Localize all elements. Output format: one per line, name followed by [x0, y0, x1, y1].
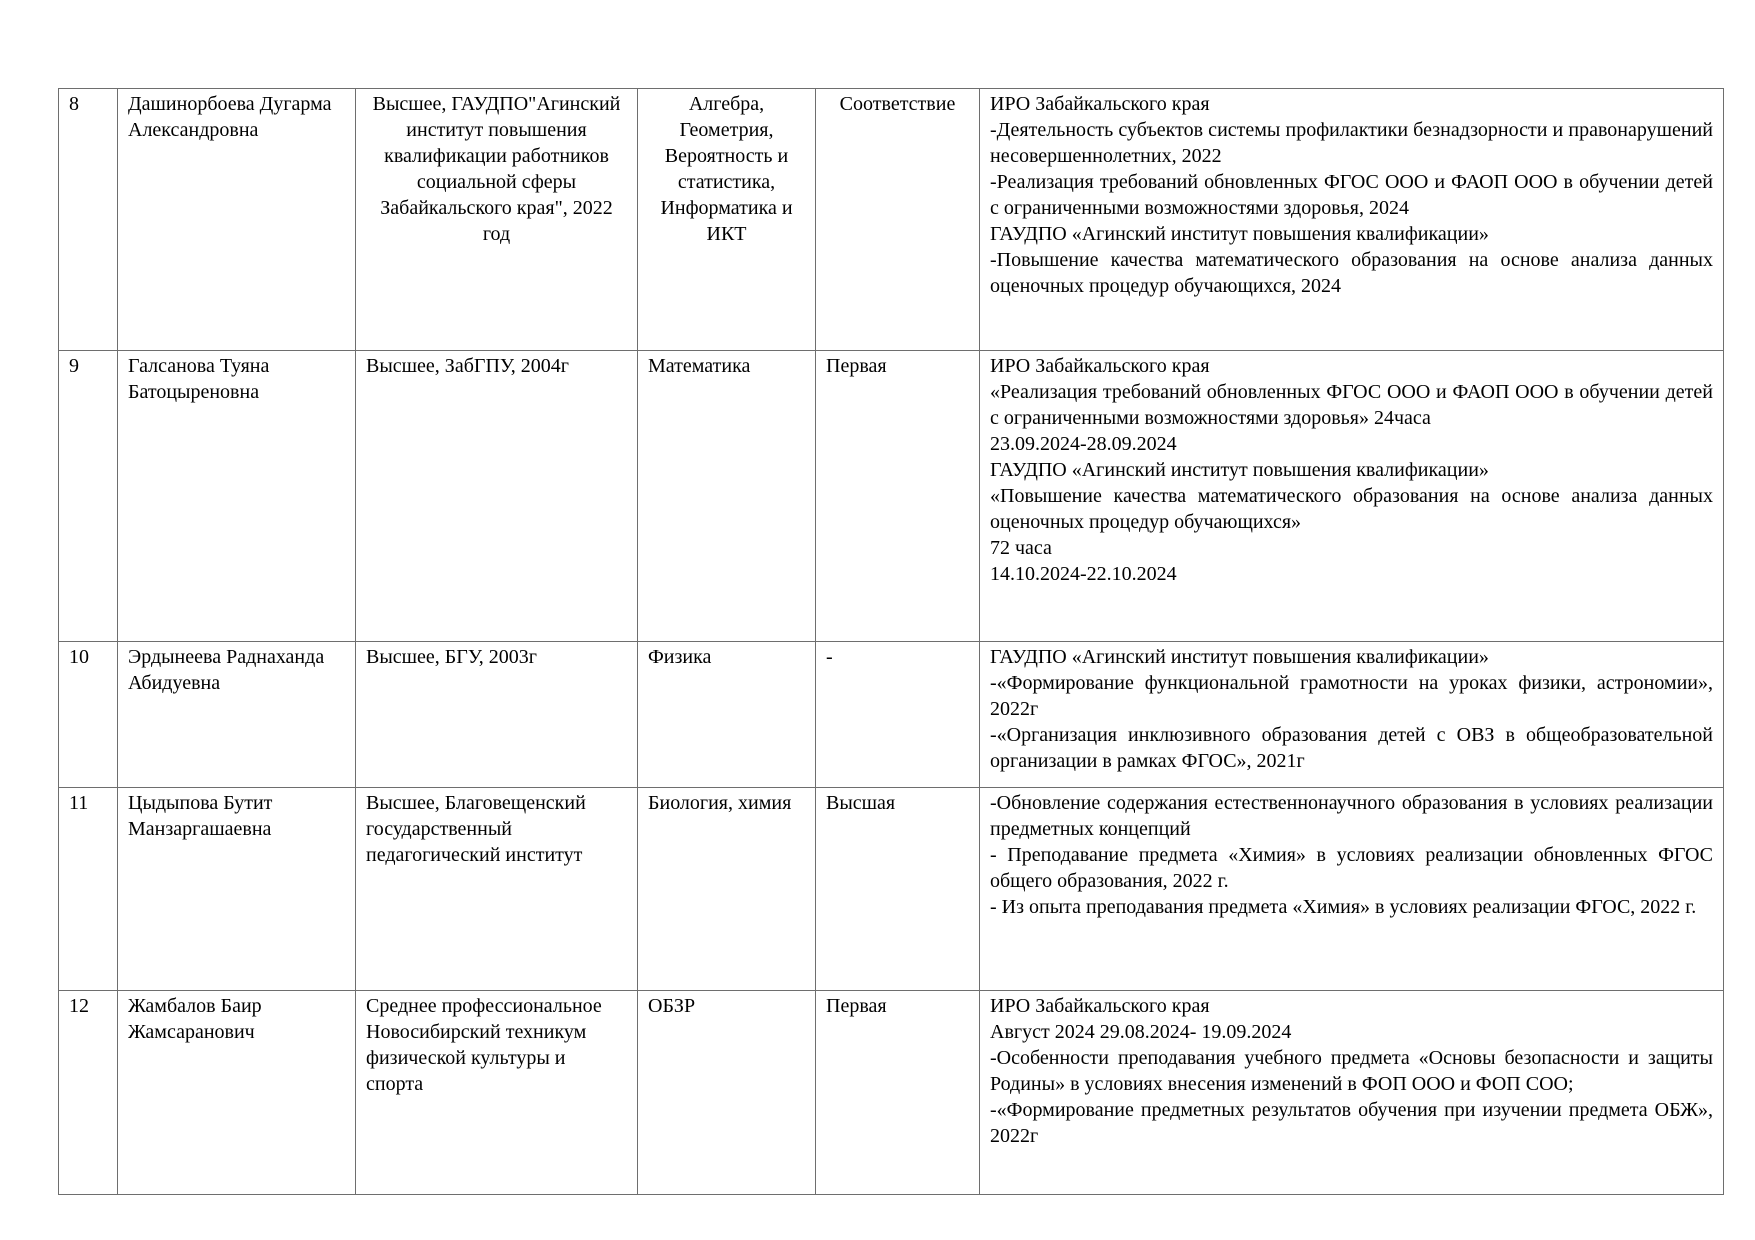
- course-line: -Особенности преподавания учебного предмета «Основы безопасности и защиты Родины» в условиях внесения изменений в ФОП ООО и ФОП СОО;: [990, 1047, 1713, 1095]
- course-line: -Обновление содержания естественнонаучного образования в условиях реализации предметных концепций: [990, 792, 1713, 840]
- category-cell: Соответствие: [816, 89, 980, 351]
- course-line: 72 часа: [990, 537, 1052, 559]
- course-line: -«Формирование функциональной грамотности на уроках физики, астрономии», 2022г: [990, 672, 1713, 720]
- row-number: 8: [59, 89, 118, 351]
- row-number: 11: [59, 788, 118, 991]
- education-cell: Высшее, БГУ, 2003г: [356, 642, 638, 788]
- course-line: - Из опыта преподавания предмета «Химия» в условиях реализации ФГОС, 2022 г.: [990, 896, 1697, 918]
- course-line: ГАУДПО «Агинский институт повышения квалификации»: [990, 223, 1489, 245]
- table-row: [59, 788, 1724, 991]
- table-row: [59, 642, 1724, 788]
- course-line: -Деятельность субъектов системы профилактики безнадзорности и правонарушений несовершеннолетних, 2022: [990, 119, 1713, 167]
- teacher-name: Цыдыпова Бутит Манзаргашаевна: [118, 788, 356, 991]
- table-row: [59, 89, 1724, 351]
- category-cell: Первая: [816, 991, 980, 1195]
- course-line: ИРО Забайкальского края: [990, 93, 1210, 115]
- course-line: ГАУДПО «Агинский институт повышения квалификации»: [990, 459, 1489, 481]
- subjects-cell: Физика: [638, 642, 816, 788]
- category-cell: Первая: [816, 351, 980, 642]
- table-row: [59, 351, 1724, 642]
- course-line: -Повышение качества математического образования на основе анализа данных оценочных процедур обучающихся, 2024: [990, 249, 1713, 297]
- teacher-name: Галсанова Туяна Батоцыреновна: [118, 351, 356, 642]
- teacher-name: Эрдынеева Раднаханда Абидуевна: [118, 642, 356, 788]
- course-line: 14.10.2024-22.10.2024: [990, 563, 1177, 585]
- course-line: «Повышение качества математического образования на основе анализа данных оценочных процедур обучающихся»: [990, 485, 1713, 533]
- course-line: ГАУДПО «Агинский институт повышения квалификации»: [990, 646, 1489, 668]
- course-line: -«Организация инклюзивного образования детей с ОВЗ в общеобразовательной организации в рамках ФГОС», 2021г: [990, 724, 1713, 772]
- subjects-cell: ОБЗР: [638, 991, 816, 1195]
- row-number: 10: [59, 642, 118, 788]
- teacher-name: Дашинорбоева Дугарма Александровна: [118, 89, 356, 351]
- education-cell: Высшее, ЗабГПУ, 2004г: [356, 351, 638, 642]
- course-line: 23.09.2024-28.09.2024: [990, 433, 1177, 455]
- course-line: ИРО Забайкальского края: [990, 995, 1210, 1017]
- course-line: «Реализация требований обновленных ФГОС ООО и ФАОП ООО в обучении детей с ограниченными возможностями здоровья» 24часа: [990, 381, 1713, 429]
- subjects-cell: Биология, химия: [638, 788, 816, 991]
- education-cell: Среднее профессиональное Новосибирский техникум физической культуры и спорта: [356, 991, 638, 1195]
- subjects-cell: Математика: [638, 351, 816, 642]
- category-cell: -: [816, 642, 980, 788]
- courses-cell: [980, 642, 1724, 788]
- courses-cell: [980, 788, 1724, 991]
- teacher-name: Жамбалов Баир Жамсаранович: [118, 991, 356, 1195]
- staff-table: [58, 88, 1724, 1195]
- education-cell: Высшее, ГАУДПО"Агинский институт повышения квалификации работников социальной сферы Забайкальского края", 2022 год: [356, 89, 638, 351]
- row-number: 9: [59, 351, 118, 642]
- course-line: ИРО Забайкальского края: [990, 355, 1210, 377]
- table-row: [59, 991, 1724, 1195]
- subjects-cell: Алгебра, Геометрия, Вероятность и статистика, Информатика и ИКТ: [638, 89, 816, 351]
- education-cell: Высшее, Благовещенский государственный педагогический институт: [356, 788, 638, 991]
- courses-cell: [980, 351, 1724, 642]
- row-number: 12: [59, 991, 118, 1195]
- course-line: -«Формирование предметных результатов обучения при изучении предмета ОБЖ», 2022г: [990, 1099, 1713, 1147]
- category-cell: Высшая: [816, 788, 980, 991]
- course-line: -Реализация требований обновленных ФГОС ООО и ФАОП ООО в обучении детей с ограниченными возможностями здоровья, 2024: [990, 171, 1713, 219]
- courses-cell: [980, 89, 1724, 351]
- course-line: Август 2024 29.08.2024- 19.09.2024: [990, 1021, 1292, 1043]
- course-line: - Преподавание предмета «Химия» в условиях реализации обновленных ФГОС общего образования, 2022 г.: [990, 844, 1713, 892]
- courses-cell: [980, 991, 1724, 1195]
